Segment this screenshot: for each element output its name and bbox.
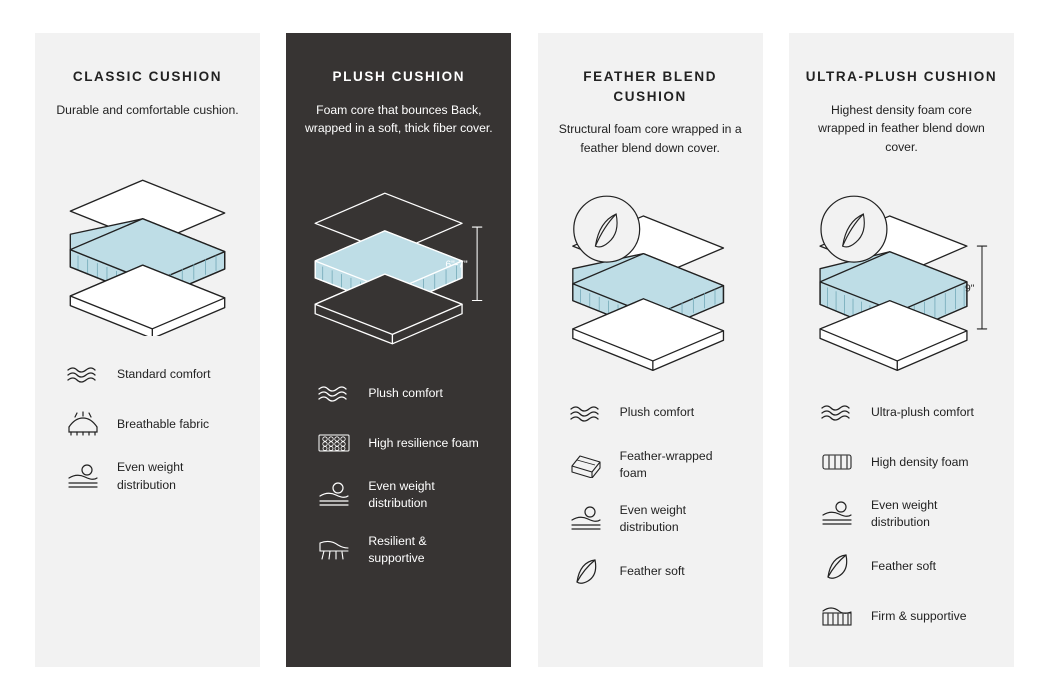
feature-item (63, 359, 232, 389)
even-weight-icon (63, 462, 103, 492)
feature-label: Breathable fabric (117, 416, 210, 431)
feature-item (566, 556, 735, 586)
feature-item (314, 378, 483, 408)
feature-item (63, 459, 232, 493)
feature-label: Plush comfort (368, 385, 443, 400)
feature-item (566, 448, 735, 482)
wave-comfort-icon (63, 359, 103, 389)
feature-label: Feather soft (619, 563, 685, 578)
feature-label: Resilient & supportive (368, 533, 427, 565)
cushion-layers-illustration (51, 141, 244, 341)
feature-list (805, 397, 998, 631)
card-ultra-plush-cushion (789, 33, 1014, 667)
cushion-layers-illustration (805, 179, 998, 379)
feature-item (63, 409, 232, 439)
feature-item (314, 478, 483, 512)
card-title: PLUSH CUSHION (332, 69, 466, 84)
even-weight-icon (817, 499, 857, 529)
leaf-badge (821, 196, 887, 262)
feature-label: Even weight distribution (619, 503, 687, 535)
feature-item (566, 502, 735, 536)
feature-label: Feather-wrapped foam (619, 448, 713, 481)
feature-label: High resilience foam (368, 435, 479, 450)
feature-label: Firm & supportive (870, 608, 967, 623)
feature-label: Even weight distribution (117, 460, 184, 492)
card-description: Highest density foam core wrapped in feather blend down cover. (818, 102, 985, 155)
feature-label: Ultra-plush comfort (870, 404, 974, 419)
foam-block-icon (566, 450, 606, 480)
card-title: FEATHER BLEND CUSHION (583, 69, 718, 104)
firm-support-icon (817, 601, 857, 631)
feature-list (302, 378, 495, 566)
height-label-text: 6"-7" (445, 259, 469, 271)
feature-label: Plush comfort (619, 405, 695, 420)
feature-item (817, 601, 986, 631)
card-description: Foam core that bounces Back, wrapped in a soft, thick fiber cover. (305, 102, 493, 136)
feature-label: Feather soft (870, 558, 937, 573)
even-weight-icon (314, 480, 354, 510)
feature-list (51, 359, 244, 493)
feature-item (314, 428, 483, 458)
feature-label: Even weight distribution (368, 479, 435, 511)
card-feather-blend-cushion (538, 33, 763, 667)
feature-item (817, 447, 986, 477)
feather-icon (566, 556, 606, 586)
feature-item (566, 398, 735, 428)
feature-label: High density foam (870, 454, 969, 469)
feature-label: Standard comfort (117, 366, 211, 381)
feature-item (817, 397, 986, 427)
resilient-support-icon (314, 535, 354, 565)
feature-item (817, 551, 986, 581)
leaf-badge (573, 197, 639, 263)
card-title: ULTRA-PLUSH CUSHION (805, 69, 998, 84)
cushion-layers-illustration (554, 180, 747, 380)
wave-comfort-icon (314, 378, 354, 408)
card-plush-cushion (286, 33, 511, 667)
feature-list (554, 398, 747, 586)
card-classic-cushion (35, 33, 260, 667)
feature-item (314, 533, 483, 567)
feature-item (817, 497, 986, 531)
cushion-layers-illustration (302, 160, 495, 360)
card-title: CLASSIC CUSHION (72, 69, 223, 84)
feather-icon (817, 551, 857, 581)
card-description: Structural foam core wrapped in a feather blend down cover. (558, 122, 742, 156)
honeycomb-foam-icon (314, 428, 354, 458)
breathable-fabric-icon (63, 409, 103, 439)
density-foam-icon (817, 447, 857, 477)
card-description: Durable and comfortable cushion. (56, 102, 239, 117)
feature-label: Even weight distribution (870, 498, 938, 530)
height-label-text: 9" (965, 283, 975, 295)
wave-comfort-icon (566, 398, 606, 428)
even-weight-icon (566, 504, 606, 534)
wave-comfort-icon (817, 397, 857, 427)
